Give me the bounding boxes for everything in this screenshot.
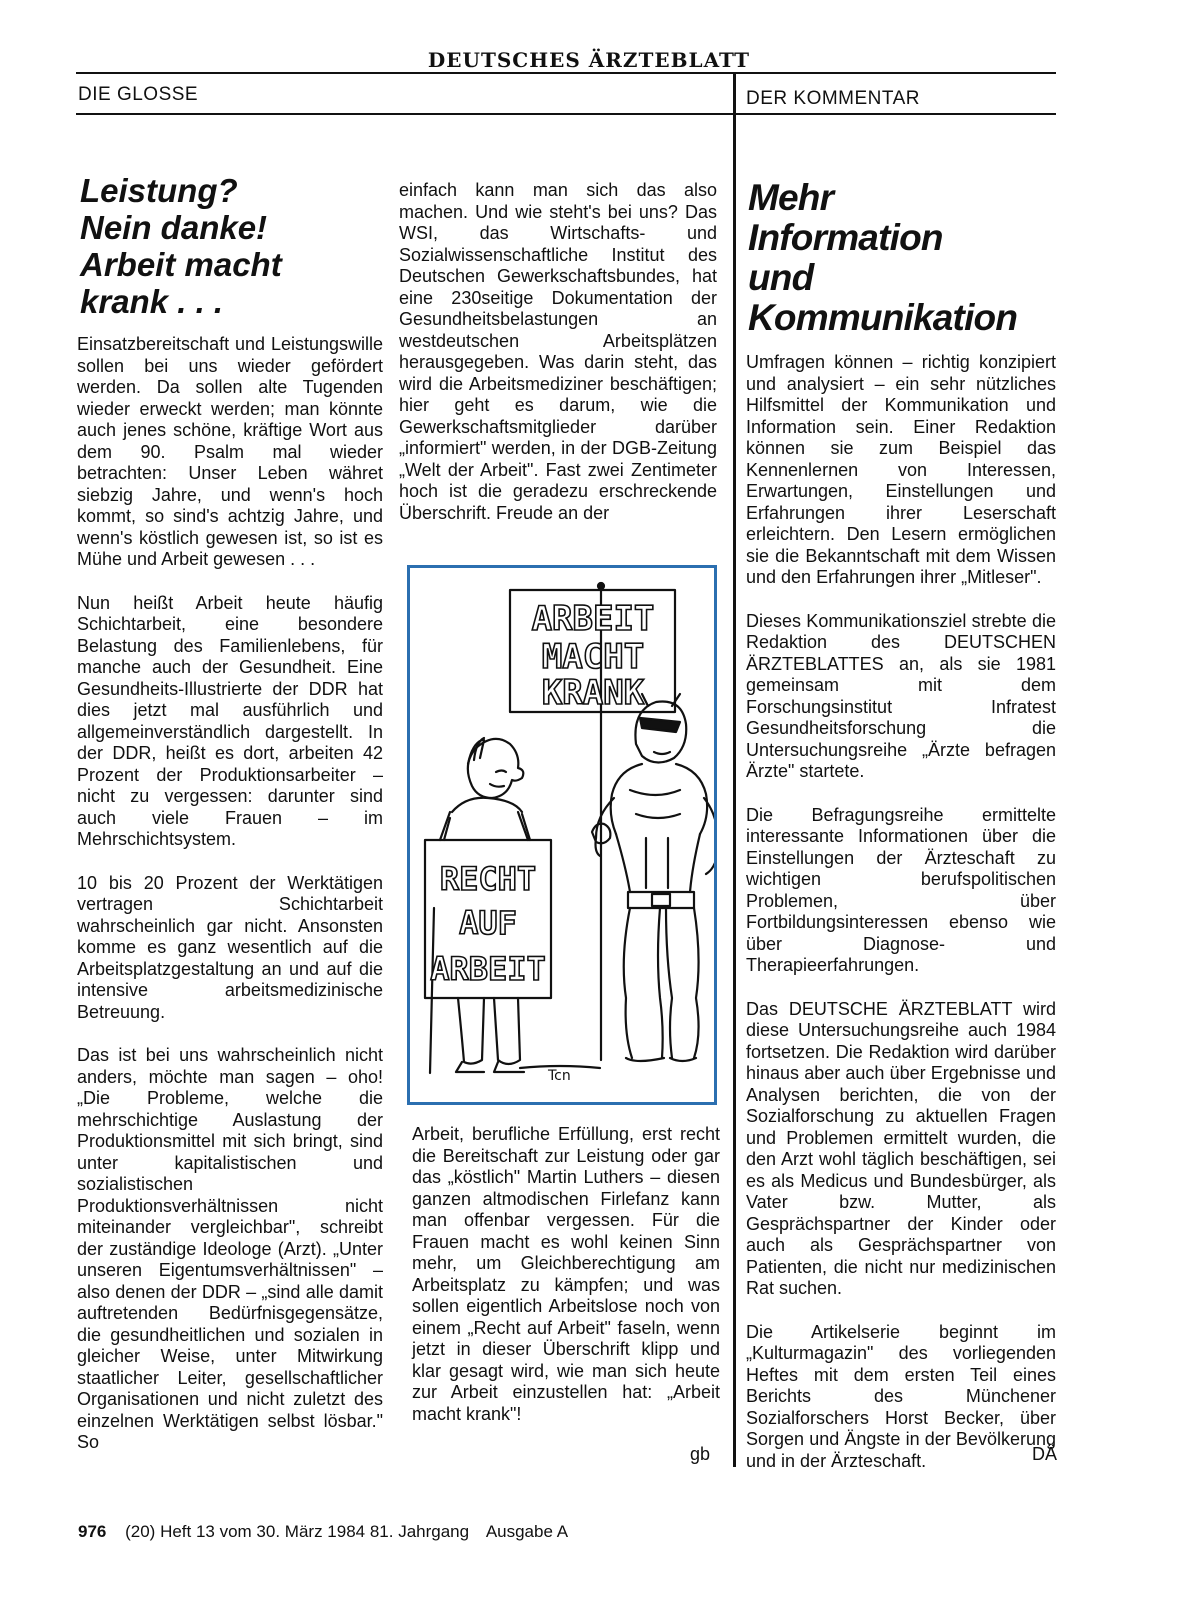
masthead: DEUTSCHES ÄRZTEBLATT xyxy=(427,48,751,72)
glosse-column-2-top xyxy=(399,180,717,546)
artist-signature: Tcn xyxy=(548,1068,571,1084)
glosse-headline-line: krank . . . xyxy=(80,283,224,320)
kommentar-headline xyxy=(748,178,1068,338)
page-number: 976 xyxy=(78,1522,107,1541)
glosse-paragraph: Das ist bei uns wahrscheinlich nicht anders, möchte man sagen – oho! „Die Probleme, welche die mehrschichtige Auslastung der Produktionsmittel mit sich bringt, sind unter kapitalistischen und sozialistischen Produktionsverhältnissen nicht miteinander vergleichbar", schreibt der zuständige Ideologe (Arzt). „Unter unseren Eigentumsverhältnissen" – also denen der DDR – „sind alle damit auftretenden Bedürfnisgegensätze, die gesundheitlichen und sozialen in gleicher Weise, unter Mitwirkung staatlicher Leiter, gesellschaftlicher Organisationen und nicht zuletzt des einzelnen Werktätigen selbst lösbar." So xyxy=(77,1045,383,1452)
cartoon-illustration xyxy=(410,568,714,1102)
sign-bottom-line: RECHT xyxy=(439,860,537,898)
sign-top-line: ARBEIT xyxy=(531,599,655,639)
sign-top-line: MACHT xyxy=(541,637,645,677)
section-label-glosse: DIE GLOSSE xyxy=(78,84,199,105)
glosse-paragraph: einfach kann man sich das also machen. Und wie steht's bei uns? Das WSI, das Wirtschafts- und Sozialwissenschaftliche Institut des Deutschen Gewerkschaftsbundes, hat eine 230seitige Dokumentation der Gesundheitsbelastungen an westdeutschen Arbeitsplätzen herausgegeben. Was darin steht, das wird die Arbeitsmediziner beschäftigen; hier geht es darum, wie die Gewerkschaftsmitglieder darüber „informiert" werden, in der DGB-Zeitung „Welt der Arbeit". Fast zwei Zentimeter hoch ist die geradezu erschreckende Überschrift. Freude an der xyxy=(399,180,717,523)
kommentar-paragraph: Dieses Kommunikationsziel strebte die Redaktion des DEUTSCHEN ÄRZTEBLATTES an, als sie 1981 gemeinsam mit dem Forschungsinstitut Infratest Gesundheitsforschung die Untersuchungsreihe „Ärzte befragen Ärzte" startete. xyxy=(746,610,1056,781)
footer xyxy=(78,1522,568,1542)
kommentar-signature: DÄ xyxy=(1032,1444,1058,1464)
glosse-headline-line: Leistung? xyxy=(80,172,238,209)
column-divider xyxy=(733,72,736,1467)
sign-bottom-line: ARBEIT xyxy=(430,950,546,988)
sign-top-line: KRANK xyxy=(541,673,645,713)
section-label-kommentar: DER KOMMENTAR xyxy=(746,88,920,109)
glosse-paragraph: Arbeit, berufliche Erfüllung, erst recht die Bereitschaft zur Leistung oder gar das „köstlich" Martin Luthers – diesen ganzen altmodischen Firlefanz kann man offenbar vergessen. Für die Frauen macht es wohl keinen Sinn mehr, um Gleichberechtigung am Arbeitsplatz zu kämpfen; und was sollen eigentlich Arbeitslose noch von einem „Recht auf Arbeit" faseln, wenn jetzt in dieser Überschrift klipp und klar gesagt wird, wie man sich heute zur Arbeit einzustellen hat: „Arbeit macht krank"! xyxy=(412,1124,720,1424)
glosse-column-1 xyxy=(77,334,383,1476)
kommentar-column xyxy=(746,352,1056,1472)
section-rule xyxy=(76,113,1056,115)
masthead-rule xyxy=(76,72,1056,74)
kommentar-headline-line: Information xyxy=(748,217,943,258)
kommentar-headline-line: Kommunikation xyxy=(748,297,1018,338)
glosse-paragraph: 10 bis 20 Prozent der Werktätigen vertragen Schichtarbeit wahrscheinlich gar nicht. Ansonsten komme es ganz wesentlich auf die Arbeitsplatzgestaltung an und auf die intensive arbeitsmedizinische Betreuung. xyxy=(77,872,383,1022)
kommentar-paragraph: Die Artikelserie beginnt im „Kulturmagazin" des vorliegenden Heftes mit dem ersten Teil eines Berichts des Münchener Sozialforschers Horst Becker, über Sorgen und Ängste in der Bevölkerung und in der Ärzteschaft. xyxy=(746,1321,1056,1471)
issue-info: (20) Heft 13 vom 30. März 1984 81. Jahrgang xyxy=(125,1522,470,1541)
glosse-paragraph: Nun heißt Arbeit heute häufig Schichtarbeit, eine besondere Belastung des Familienlebens, für manche auch der Gesundheit. Eine Gesundheits-Illustrierte der DDR hat dies jetzt mal ausführlich und allgemeinverständlich dargestellt. In der DDR, heißt es dort, arbeiten 42 Prozent der Produktionsarbeiter – nicht zu vergessen: darunter sind auch viele Frauen – im Mehrschichtsystem. xyxy=(77,592,383,849)
edition: Ausgabe A xyxy=(485,1522,569,1541)
glosse-paragraph: Einsatzbereitschaft und Leistungswille sollen bei uns wieder gefördert werden. Da sollen alte Tugenden wieder erweckt werden; man könnte auch jenes schöne, kräftige Wort aus dem 90. Psalm mal wieder betrachten: Unser Leben währet siebzig Jahre, und wenn's hoch kommt, so sind's achtzig Jahre, und wenn's köstlich gewesen ist, so ist es Mühe und Arbeit gewesen . . . xyxy=(77,334,383,569)
kommentar-paragraph: Das DEUTSCHE ÄRZTEBLATT wird diese Untersuchungsreihe auch 1984 fortsetzen. Die Redaktion wird darüber hinaus aber auch über Ergebnisse und Analysen berichten, die von der Sozialforschung zu aktuellen Fragen und Problemen ermittelt wurden, die den Arzt wohl täglich beschäftigen, sei es als Medicus und Bundesbürger, als Vater bzw. Mutter, als Gesprächspartner der Kinder oder auch als Gesprächspartner von Patienten, die nicht nur medizinischen Rat suchen. xyxy=(746,998,1056,1298)
sign-bottom-line: AUF xyxy=(459,904,517,942)
glosse-headline-line: Nein danke! xyxy=(80,209,268,246)
glosse-column-2-bottom xyxy=(412,1124,720,1425)
kommentar-headline-line: Mehr xyxy=(748,177,834,218)
glosse-headline xyxy=(80,172,380,320)
kommentar-headline-line: und xyxy=(748,257,814,298)
glosse-signature: gb xyxy=(690,1444,711,1464)
cartoon xyxy=(407,565,717,1105)
kommentar-paragraph: Die Befragungsreihe ermittelte interessante Informationen über die Einstellungen der Ärzteschaft zu wichtigen berufspolitischen Problemen, über Fortbildungsinteressen ebenso wie über Diagnose- und Therapieerfahrungen. xyxy=(746,804,1056,975)
kommentar-paragraph: Umfragen können – richtig konzipiert und analysiert – ein sehr nützliches Hilfsmittel der Kommunikation und Information sein. Einer Redaktion können sie zum Beispiel das Kennenlernen von Interessen, Erwartungen, Einstellungen und Erfahrungen ihrer Leserschaft erleichtern. Den Lesern ermöglichen sie die Bekanntschaft mit dem Wissen und den Erfahrungen ihrer „Mitleser". xyxy=(746,352,1056,587)
glosse-headline-line: Arbeit macht xyxy=(80,246,282,283)
